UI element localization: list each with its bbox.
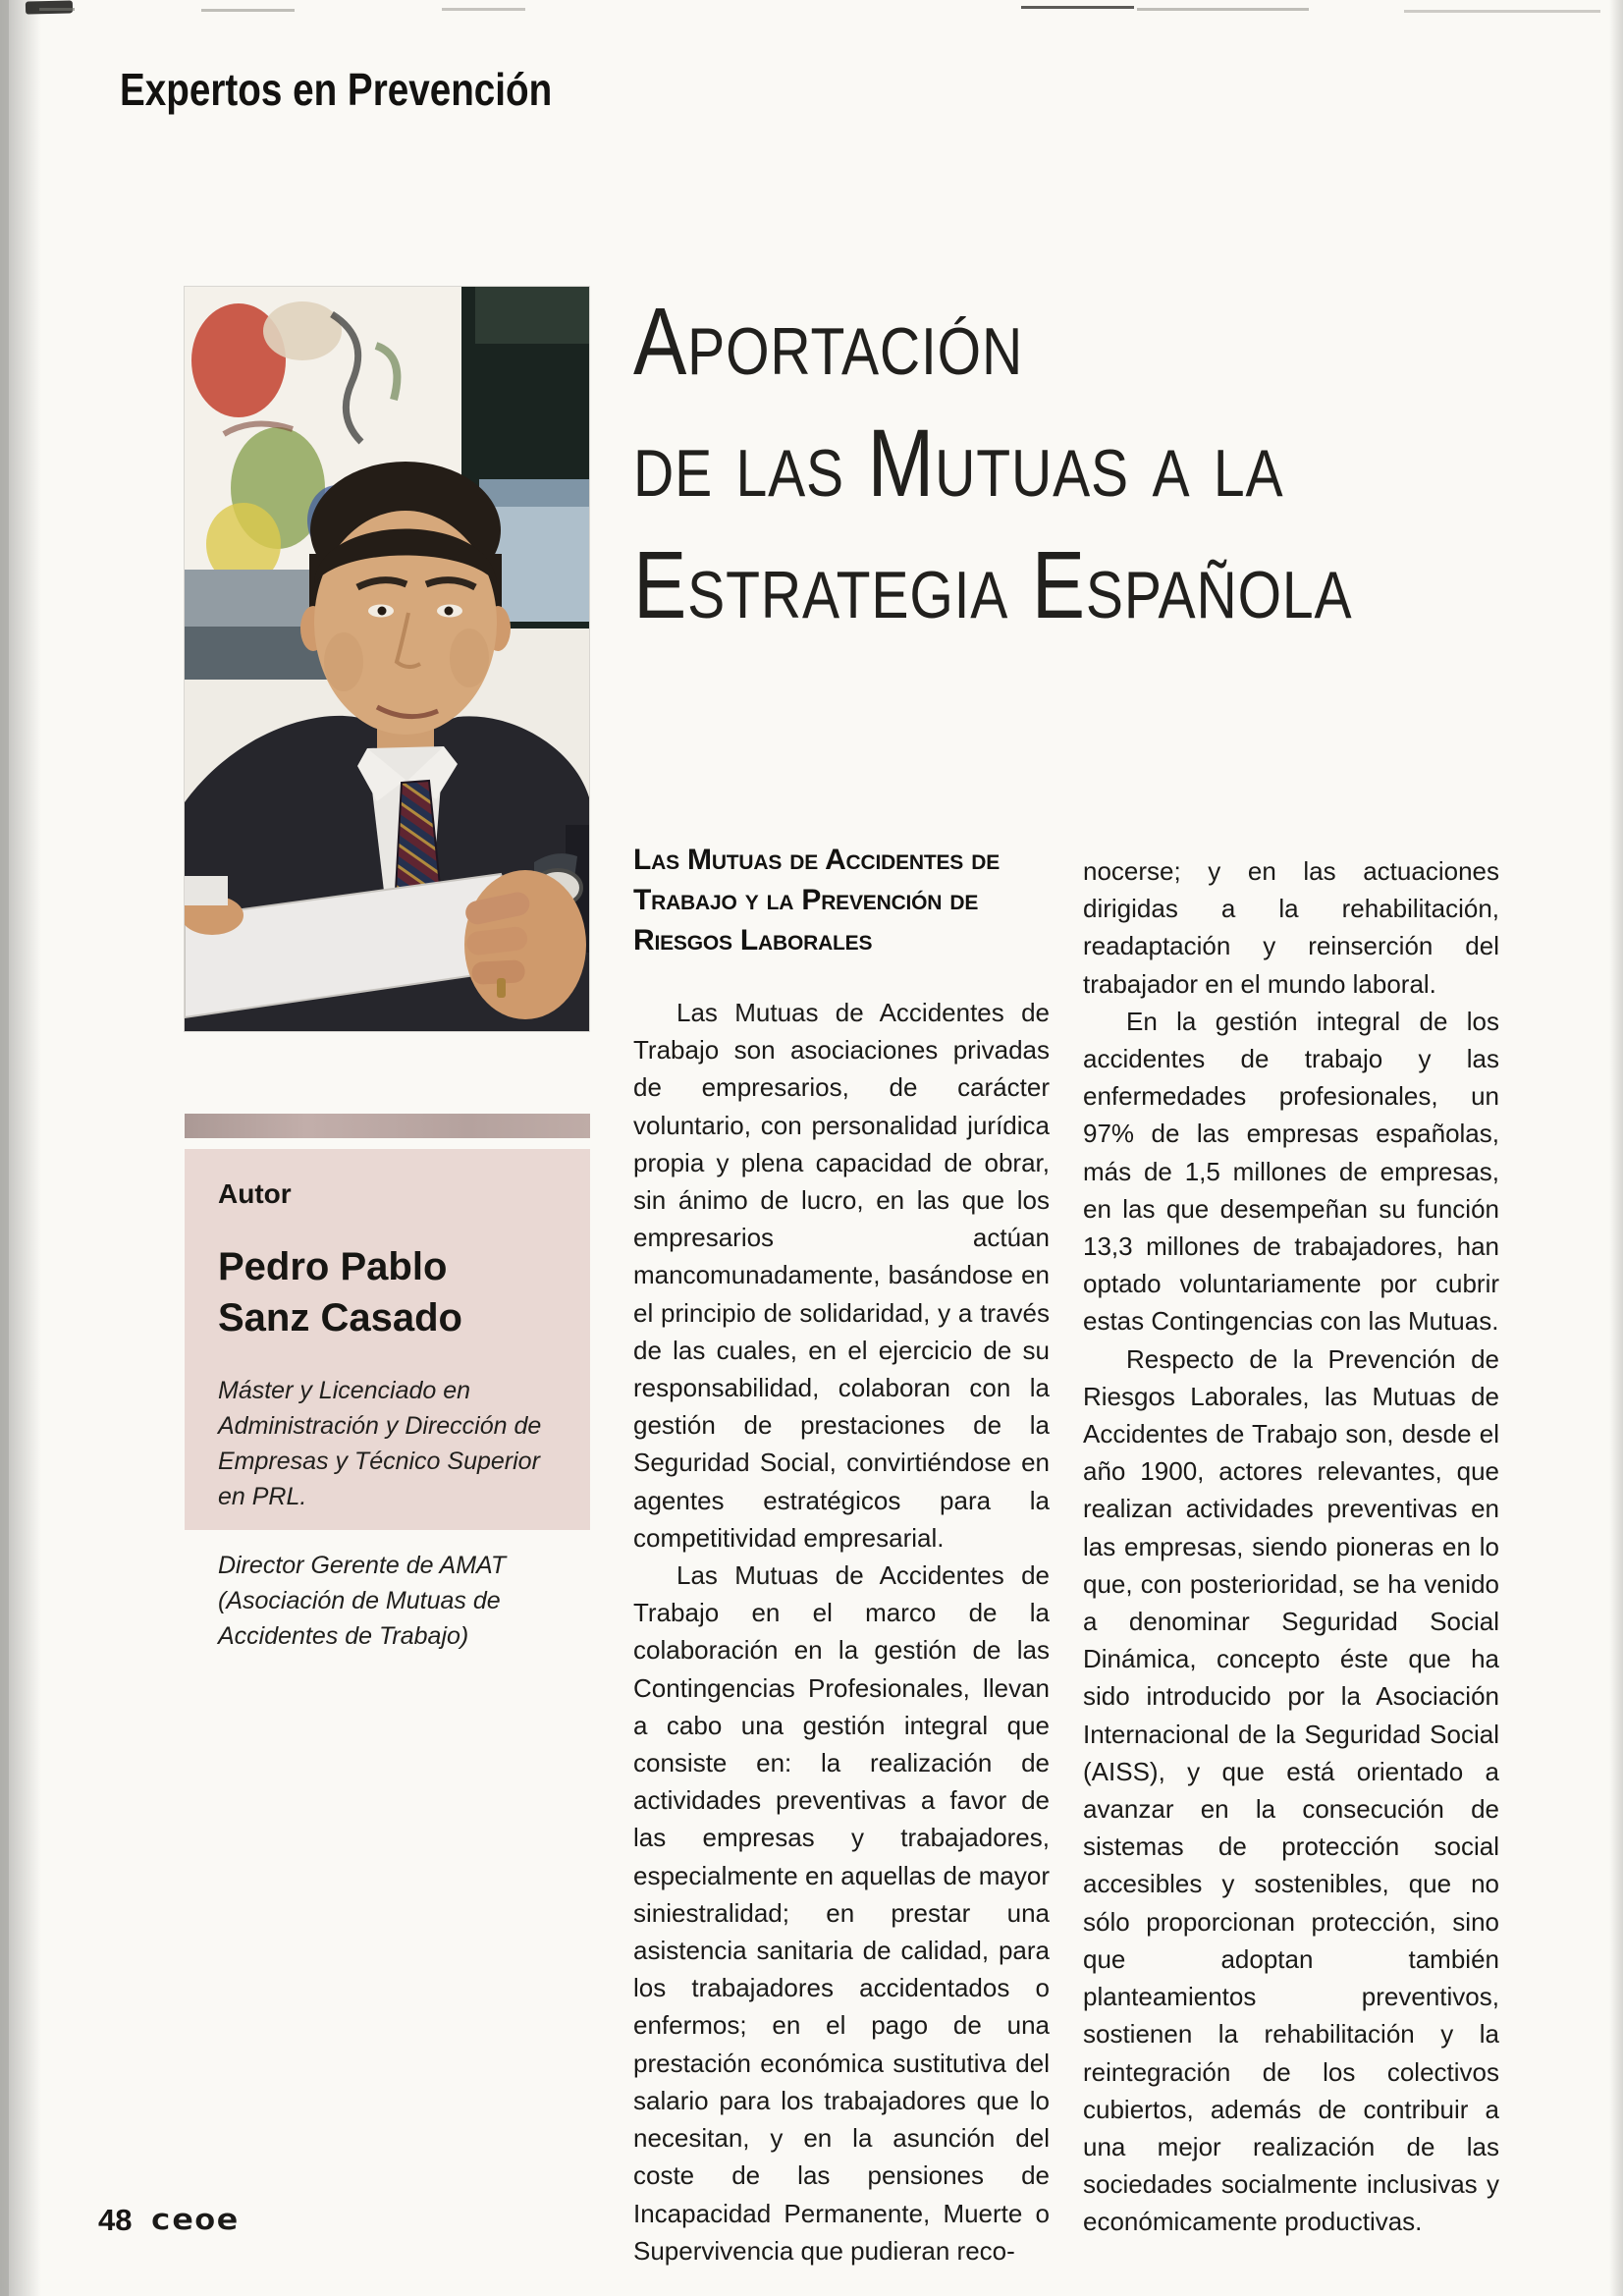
- scan-edge-left-dark: [0, 0, 9, 2296]
- scan-dash: [1137, 8, 1309, 11]
- scan-edge-right: [1609, 0, 1623, 2296]
- body-paragraph: Las Mutuas de Accidentes de Trabajo en el marco de la colaboración en la gestión de las Contingencias Profesionales, llevan a cabo una gestión integral que consiste en: la realización de actividades preventivas a favor de las empresas y trabajadores, especialmente en aquellas de mayor siniestralidad; en prestar una asistencia sanitaria de calidad, para los trabajadores accidentados o enfermos; en el pago de una prestación económica sustitutiva del salario para los trabajadores que lo necesitan, y en la asunción del coste de las pensiones de Incapacidad Permanente, Muerte o Supervivencia que pudieran reco-: [633, 1560, 1050, 2266]
- author-role: Director Gerente de AMAT (Asociación de Mutuas de Accidentes de Trabajo): [218, 1552, 507, 1650]
- author-name-line: Sanz Casado: [218, 1296, 462, 1339]
- scan-dash: [201, 9, 295, 12]
- article-title-line: Estrategia Española: [633, 531, 1353, 638]
- author-name: [218, 1241, 567, 1343]
- article-section-heading: [633, 840, 1050, 960]
- page-footer: [98, 2200, 239, 2240]
- scan-dash: [1404, 10, 1600, 13]
- portrait-photo-art: [185, 287, 589, 1031]
- portrait-photo: [185, 287, 589, 1031]
- article-column-1: [633, 840, 1050, 2269]
- section-title: Expertos en Prevención: [120, 64, 553, 115]
- scan-dash: [442, 8, 525, 11]
- article-title-line: de las Mutuas a la: [633, 410, 1284, 517]
- scan-dash: [1021, 6, 1134, 9]
- body-paragraph: Respecto de la Prevención de Riesgos Laborales, las Mutuas de Accidentes de Trabajo son, desde el año 1900, actores relevantes, que realizan actividades preventivas en las empresas, siendo pioneras en lo que, con posterioridad, se ha venido a denominar Seguridad Social Dinámica, concepto éste que ha sido introducido por la Asociación Internacional de la Seguridad Social (AISS), y que está orientado a avanzar en la consecución de sistemas de protección social accesibles y sostenibles, que no sólo proporcionan protección, sino que adoptan también planteamientos preventivos, sostienen la rehabilitación y la reintegración de los colectivos cubiertos, además de contribuir a una mejor realización de las sociedades socialmente inclusivas y económicamente productivas.: [1083, 1343, 1499, 2237]
- section-heading-line: Riesgos Laborales: [633, 924, 873, 957]
- article-title-line: Aportación: [633, 288, 1024, 395]
- body-paragraph: Las Mutuas de Accidentes de Trabajo son asociaciones privadas de empresarios, de carácter voluntario, con personalidad jurídica propia y plena capacidad de obrar, sin ánimo de lucro, en las que los empresarios actúan mancomunadamente, basándose en el principio de solidaridad, y a través de las cuales, en el ejercicio de su responsabilidad, colaboran con la gestión de prestaciones de la Seguridad Social, convirtiéndose en agentes estratégicos para la competitividad empresarial.: [633, 998, 1050, 1553]
- author-credentials: Máster y Licenciado en Administración y Dirección de Empresas y Técnico Superior en PRL.: [218, 1377, 542, 1510]
- author-box-top-bar: [185, 1114, 590, 1138]
- page-number: 48: [98, 2202, 133, 2237]
- ceoe-logo: ceoe: [149, 2203, 240, 2237]
- author-box: [185, 1149, 590, 1650]
- section-heading-line: Las Mutuas de Accidentes de: [633, 844, 1000, 876]
- body-paragraph: En la gestión integral de los accidentes de trabajo y las enfermedades profesionales, un 97% de las empresas españolas, más de 1,5 millones de empresas, en las que desempeñan su función 13,3 millones de trabajadores, han optado voluntariamente por cubrir estas Contingencias con las Mutuas.: [1083, 1006, 1499, 1337]
- body-paragraph: nocerse; y en las actuaciones dirigidas a la rehabilitación, readaptación y reinserción del trabajador en el mundo laboral.: [1083, 856, 1499, 999]
- scan-dash: [39, 8, 75, 11]
- author-label: Autor: [218, 1178, 292, 1209]
- author-name-line: Pedro Pablo: [218, 1245, 448, 1288]
- section-heading-line: Trabajo y la Prevención de: [633, 884, 979, 916]
- article-column-2: [1083, 852, 1499, 2241]
- article-title: [633, 281, 1441, 646]
